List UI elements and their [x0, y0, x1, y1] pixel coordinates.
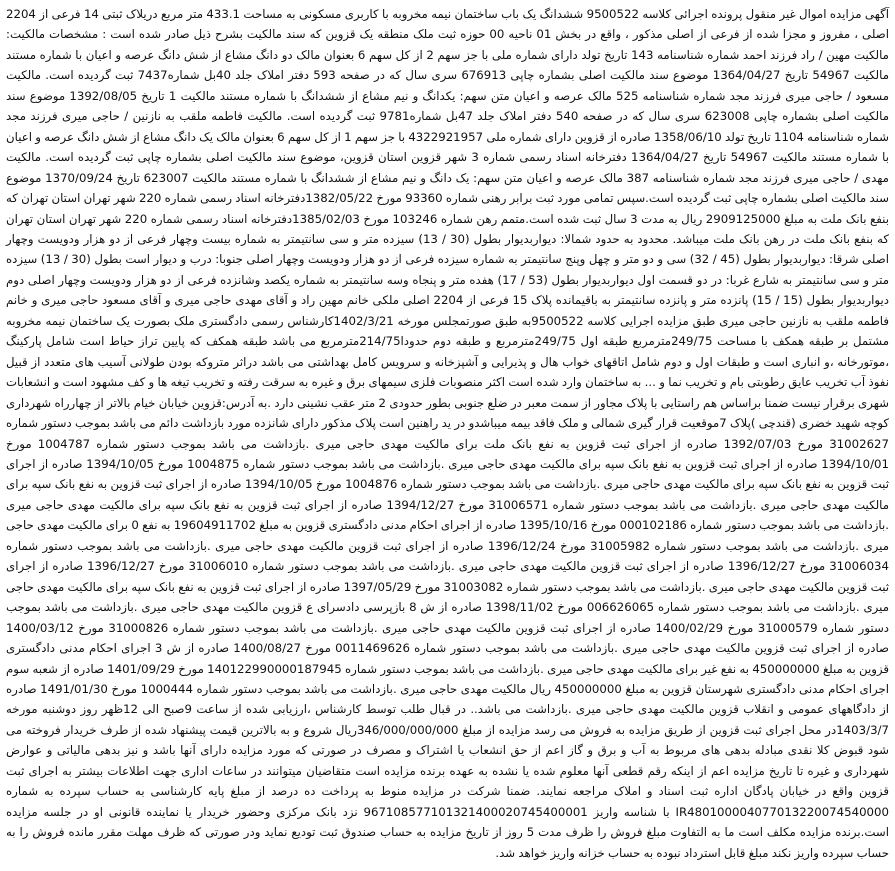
auction-notice-text: آگهی مزایده اموال غیر منقول پرونده اجرائی کلاسه 9500522 ششدانگ یک باب ساختمان نیمه مخروبه با کاربری مسکونی به مساحت 433.1 متر مربع دریلاک ثبتی 14 فرعی از 2204 اصلی ، مفروز و مجزا شده از فرعی از اصلی مذکور ، واقع در بخش 01 ناحیه 00 حوزه ثبت ملک منطقه یک قزوین که سند مالکیت بشرح ذیل صادر شده است : مشخصات مالکیت: مالکیت مهین / راد فرزند احمد شماره شناسنامه 143 تاریخ تولد دارای شماره ملی با جز سهم 2 از کل سهم 6 بعنوان مالک دو دانگ مشاع از شش دانگ عرصه و اعیان با شماره مستند مالکیت 54967 تاریخ 1364/04/27 موضوع سند مالکیت اصلی بشماره چاپی 676913 سری سال که در صفحه 593 دفتر املاک جلد 40بل شماره7437 ثبت گردیده است. مالکیت مسعود / حاجی میری فرزند مجد شماره شناسنامه 525 مالک عرصه و اعیان متن سهم: یکدانگ و نیم مشاع از ششدانگ با شماره مستند مالکیت 1 تاریخ 1392/08/05 موضوع سند مالکیت اصلی بشماره چاپی 623008 سری سال که در صفحه 540 دفتر املاک جلد 47بل شماره9781 ثبت گردیده است. مالکیت فاطمه ملقب به نازنین / حاجی میری فرزند مجد شماره شناسنامه 1104 تاریخ تولد 1358/06/10 صادره از قزوین دارای شماره ملی 4322921957 با جز سهم 1 از کل سهم 6 بعنوان مالک یک دانگ مشاع از شش دانگ عرصه و اعیان با شماره مستند مالکیت 54967 تاریخ 1364/04/27 دفترخانه اسناد رسمی شماره 3 شهر قزوین استان قزوین، موضوع سند مالکیت اصلی بشماره چاپی ثبت گردیده است. مالکیت مهدی / حاجی میری فرزند مجد شماره شناسنامه 387 مالک عرصه و اعیان متن سهم: یک دانگ و نیم مشاع از ششدانگ با شماره مستند مالکیت 623007 تاریخ 1370/09/24 موضوع سند مالکیت اصلی بشماره چاپی ثبت گردیده است.سپس تمامی مورد ثبت برابر رهنی شماره 93360 مورخ 1382/05/22دفترخانه اسناد رسمی شماره 220 شهر تهران استان تهران که بنفع بانک ملت به مبلغ 2909125000 ریال به مدت 3 سال ثبت شده است.متمم رهن شماره 103246 مورخ 1385/02/03دفترخانه اسناد رسمی شماره 220 شهر تهران استان تهران که بنفع بانک ملت در رهن بانک ملت میباشد. محدود به حدود شمالا: دیواربدیوار بطول (30 / 13) سیزده متر و سی سانتیمتر به شماره بیست وچهار فرعی از دو هزار ودویست وچهار اصلی شرقا: دیواربدیوار بطول (45 / 32) سی و دو متر و چهل وپنج سانتیمتر به شماره سیزده فرعی از دو هزار ودویست وچهار اصلی جنوبا: درب و دیوار است بطول (30 / 13) سیزده متر و سی سانتیمتر به شارع غربا: در دو قسمت اول دیواربدیوار بطول (53 / 17) هفده متر و پنجاه وسه سانتیمتر به شماره یکصد وشانزده فرعی از دو هزار ودویست وچهار اصلی دوم دیواربدیوار بطول (15 / 15) پانزده متر و پانزده سانتیمتر به باقیمانده پلاک 15 فرعی از 2204 اصلی ملکی خانم مهین راد و آقای مهدی حاجی میری و آقای مسعود حاجی میری و خانم فاطمه ملقب به نازنین حاجی میری طبق مزایده اجرایی کلاسه 9500522به طبق صورتمجلس مورخه 1402/3/21کارشناس رسمی دادگستری ملک بصورت یک ساختمان نیمه مخروبه مشتمل بر طبقه همکف با مساحت 249/75مترمربع طبقه اول 249/75مترمربع و طبقه دوم حدودا214/75مترمربع می باشد طبقه همکف که پایین تراز حیاط است شامل پارکینگ ،موتورخانه ،و انباری است و طبقات اول و دوم شامل اتاقهای خواب هال و پذیرایی و آشپزخانه و سرویس کامل بهداشتی می باشد دراثر متروکه بودن طولانی آسیب های متعدد از قبیل نفوذ آب تخریب عایق رطوبتی بام و تخریب نما و ... به ساختمان وارد شده است اکثر منصوبات فلزی سیمهای برق و غیره به سرقت رفته و تخریب تیغه ها و کف مشهود است و انشعابات شهری برقرار نیست ضمنا براساس هم راستایی با پلاک مجاور از سمت معبر در ضلع جنوبی بطور حدودی 2 متر عقب نشینی دارد .به آدرس:قزوین خیابان خیام بالاتر از چهارراه شهرداری کوچه شهید خضری (قندچی )پلاک 7موقعیت قرار گیری شمالی و ملک فاقد بیمه میباشدو در ید راهنین است پلاک مذکور دارای شانزده مورد بازداشت دائم می باشد بموجب دستور شماره 31002627 مورخ 1392/07/03 صادره از اجرای ثبت قزوین به نفع بانک ملت برای مالکیت مهدی حاجی میری .بازداشت می باشد بموجب دستور شماره 1004787 مورخ 1394/10/01 صادره از اجرای ثبت قزوین به نفع بانک سپه برای مالکیت مهدی حاجی میری .بازداشت می باشد بموجب دستور شماره 1004875 مورخ 1394/10/05 صادره از اجرای ثبت قزوین به نفع بانک سپه برای مالکیت مهدی حاجی میری .بازداشت می باشد بموجب دستور شماره 1004876 مورخ 1394/10/05 صادره از اجرای ثبت قزوین به نفع بانک سپه برای مالکیت مهدی حاجی میری .بازداشت می باشد بموجب دستور شماره 31006571 مورخ 1394/12/27 صادره از اجرای ثبت قزوین به نفع بانک سپه برای مالکیت مهدی حاجی میری .بازداشت می باشد بموجب دستور شماره 000102186 مورخ 1395/10/16 صادره از اجرای احکام مدنی دادگستری قزوین به مبلغ 19604911702 به نفع 0 برای مالکیت مهدی حاجی میری .بازداشت می باشد بموجب دستور شماره 31005982 مورخ 1396/12/24 صادره از اجرای ثبت قزوین مالکیت مهدی حاجی میری .بازداشت می باشد بموجب دستور شماره 31006034 مورخ 1396/12/27 صادره از اجرای ثبت قزوین مالکیت مهدی حاجی میری .بازداشت می باشد بموجب دستور شماره 31006010 مورخ 1396/12/27 صادره از اجرای ثبت قزوین مالکیت مهدی حاجی میری .بازداشت می باشد بموجب دستور شماره 31003082 مورخ 1397/05/29 صادره از اجرای ثبت قزوین به نفع بانک سپه برای مالکیت مهدی حاجی میری .بازداشت می باشد بموجب دستور شماره 006626065 مورخ 1398/11/02 صادره از ش 8 بازپرسی دادسرای ع قزوین مالکیت مهدی حاجی میری .بازداشت می باشد بموجب دستور شماره 31000579 مورخ 1400/02/29 صادره از اجرای ثبت قزوین مالکیت مهدی حاجی میری .بازداشت می باشد بموجب دستور شماره 31000826 مورخ 1400/03/12 صادره از اجرای ثبت قزوین مالکیت مهدی حاجی میری .بازداشت می باشد بموجب دستور شماره 0011469626 مورخ 1400/08/27 صادره از ش 3 اجرای احکام مدنی دادگستری قزوین به مبلغ 450000000 به نفع غیر برای مالکیت مهدی حاجی میری .بازداشت می باشد بموجب دستور شماره 140122990000187945 مورخ 1401/09/29 صادره از شعبه سوم اجرای احکام مدنی دادگستری شهرستان قزوین به مبلغ 450000000 ریال مالکیت مهدی حاجی میری .بازداشت می باشد بموجب دستور شماره 1000444 مورخ 1491/01/30 صادره از دادگاههای عمومی و انقلاب قزوین مالکیت مهدی حاجی میری .بازداشت می باشد.. در قبال طلب توسط کارشناس ،ارزیابی شده از ساعت 9صبح الی 12ظهر روز دوشنبه مورخه 1403/3/7در محل اجرای ثبت قزوین از طریق مزایده به فروش می رسد مزایده از مبلغ 346/000/000/000ریال شروع و به بالاترین قیمت پیشنهاد شده از طرف خریدار فروخته می شود قبوض کلا نقدی مبادله بدهی های مربوط به آب و برق و گاز اعم از حق انشعاب یا اشتراک و مصرف در صورتی که مورد مزایده دارای آنها باشد و نیز بدهی مالیاتی و عوارض شهرداری و غیره تا تاریخ مزایده اعم از اینکه رقم قطعی آنها معلوم شده یا نشده به عهده برنده مزایده است متقاضیان میتوانند در ساعات اداری جهت اطلاعات بیشتر به اجرای ثبت قزوین واقع در خیابان پادگان اداره ثبت اسناد و املاک مراجعه نمایند. ضمنا شرکت در مزایده منوط به پرداخت ده درصد از مبلغ پایه کارشناسی به حساب سپرده به شماره IR480100004077013220074540000 با شناسه واریز 967108577101321400020745400001 نزد بانک مرکزی وحضور خریدار یا نماینده قانونی او در جلسه مزایده است.برنده مزایده مکلف است ما به التفاوت مبلغ فروش را ظرف مدت 5 روز از تاریخ مزایده به حساب صندوق ثبت تودیع نماید ودر صورتی که ظرف مهلت مقرر مانده فروش را به حساب سپرده واریز نکند مبلغ قابل استرداد نبوده به حساب خزانه واریز خواهد شد.: [6, 7, 890, 860]
